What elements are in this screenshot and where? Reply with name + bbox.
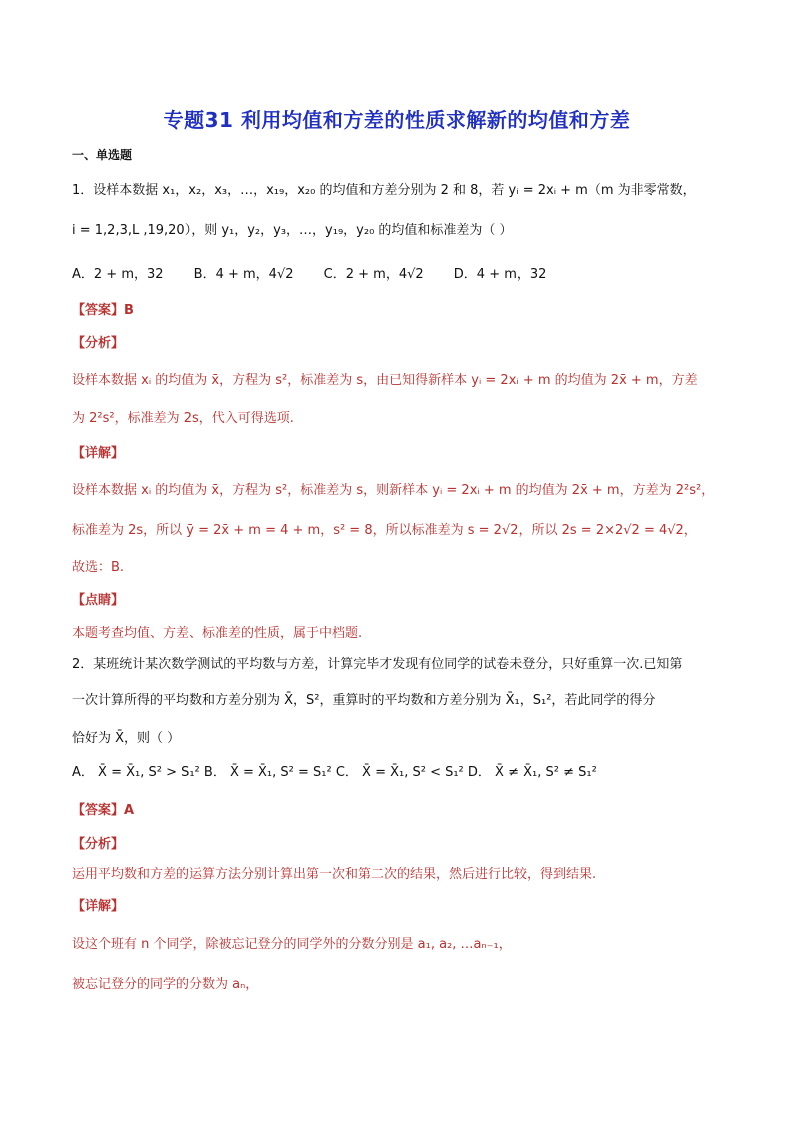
comment-text: 本题考查均值、方差、标准差的性质，属于中档题. [72, 626, 363, 641]
question-1-line-2: i = 1,2,3,L ,19,20），则 y₁，y₂，y₃，…，y₁₉，y₂₀ 的均值和标准差为（ ） [72, 223, 513, 238]
analysis-label-2: 【分析】 [72, 837, 125, 852]
answer-label: 【答案】B [72, 303, 134, 318]
analysis-text-line-1: 设样本数据 xᵢ 的均值为 x̄，方程为 s²，标准差为 s，由已知得新样本 yᵢ = 2xᵢ + m 的均值为 2x̄ + m，方差 [72, 373, 698, 388]
question-2-line-1: 2．某班统计某次数学测试的平均数与方差，计算完毕才发现有位同学的试卷未登分，只好重算一次.已知第 [72, 657, 683, 672]
option-d: D．4 + m，32 [453, 267, 547, 282]
question-2-line-3: 恰好为 X̄，则（ ） [72, 731, 181, 746]
answer-label-2: 【答案】A [72, 803, 135, 818]
detail-text-line-3: 故选：B. [72, 560, 125, 575]
detail-2-line-1: 设这个班有 n 个同学，除被忘记登分的同学外的分数分别是 a₁, a₂, …aₙ₋₁， [72, 937, 512, 952]
option-a: A．2 + m，32 [72, 267, 164, 282]
question-1-line-1: 1．设样本数据 x₁，x₂，x₃，…，x₁₉，x₂₀ 的均值和方差分别为 2 和 8，若 yᵢ = 2xᵢ + m（m 为非零常数， [72, 183, 696, 198]
question-2-options: A． X̄ = X̄₁, S² > S₁² B． X̄ = X̄₁, S² = S₁² C． X̄ = X̄₁, S² < S₁² D． X̄ ≠ X̄₁, S² ≠ S₁² [72, 765, 597, 780]
detail-2-line-2: 被忘记登分的同学的分数为 aₙ， [72, 977, 259, 992]
option-c: C．2 + m，4√2 [323, 267, 424, 282]
page-title: 专题31 利用均值和方差的性质求解新的均值和方差 [163, 108, 631, 132]
analysis-text-line-2: 为 2²s²，标准差为 2s，代入可得选项. [72, 411, 294, 426]
analysis-label: 【分析】 [72, 336, 125, 351]
question-1-options [72, 266, 732, 284]
detail-text-line-1: 设样本数据 xᵢ 的均值为 x̄，方程为 s²，标准差为 s，则新样本 yᵢ = 2xᵢ + m 的均值为 2x̄ + m，方差为 2²s²， [72, 483, 715, 498]
detail-label: 【详解】 [72, 446, 125, 461]
analysis-text-2: 运用平均数和方差的运算方法分别计算出第一次和第二次的结果，然后进行比较，得到结果. [72, 867, 597, 882]
detail-text-line-2: 标准差为 2s，所以 ȳ = 2x̄ + m = 4 + m，s² = 8，所以标准差为 s = 2√2，所以 2s = 2×2√2 = 4√2， [72, 523, 697, 538]
question-2-line-2: 一次计算所得的平均数和方差分别为 X̄，S²，重算时的平均数和方差分别为 X̄₁，S₁²，若此同学的得分 [72, 693, 656, 708]
option-b: B．4 + m，4√2 [193, 267, 294, 282]
section-heading: 一、单选题 [72, 148, 133, 162]
detail-label-2: 【详解】 [72, 899, 125, 914]
comment-label: 【点睛】 [72, 593, 125, 608]
